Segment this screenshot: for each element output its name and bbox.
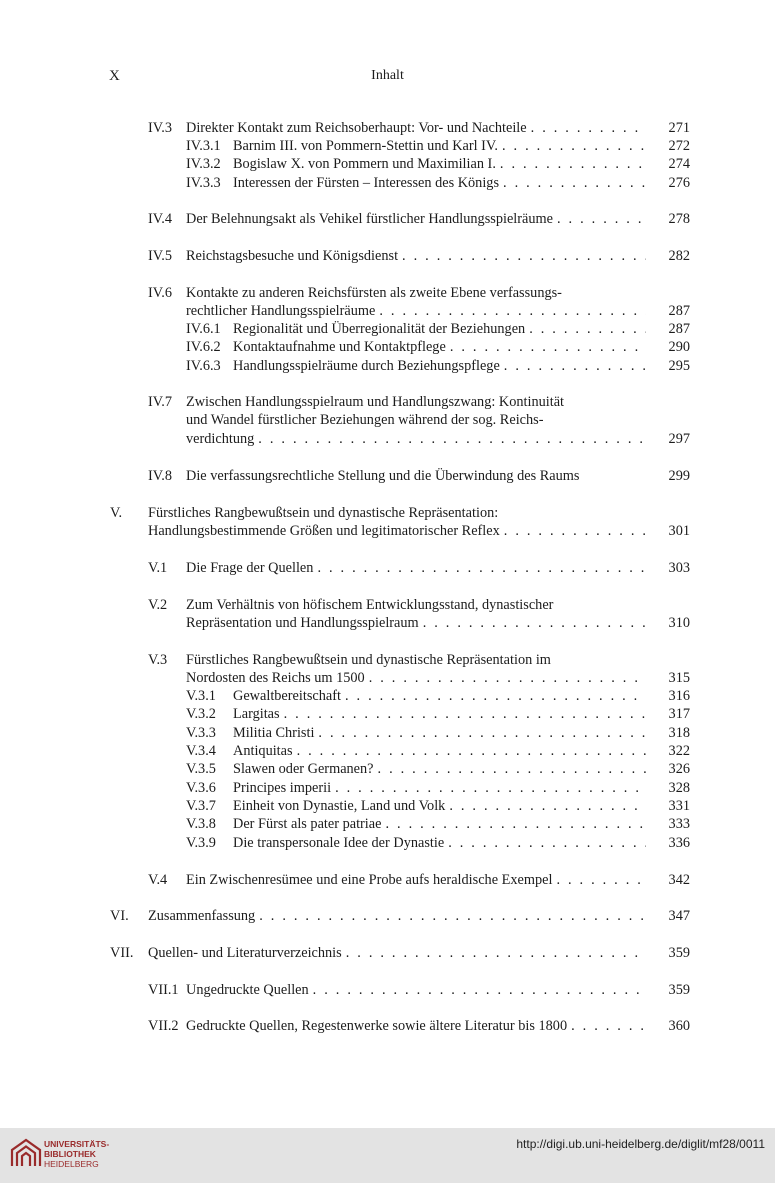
toc-number: IV.6.1	[186, 321, 221, 337]
toc-entry-continuation	[110, 522, 690, 540]
toc-title: Die transpersonale Idee der Dynastie	[233, 835, 445, 851]
leader-dots	[385, 815, 646, 833]
toc-title: Gedruckte Quellen, Regestenwerke sowie ältere Literatur bis 1800	[186, 1018, 568, 1034]
toc-entry	[148, 596, 690, 614]
toc-title: Interessen der Fürsten – Interessen des Königs	[233, 175, 500, 191]
toc-page: 316	[668, 688, 690, 704]
toc-page: 301	[668, 523, 690, 539]
leader-dots	[379, 302, 646, 320]
toc-page: 317	[668, 706, 690, 722]
toc-page: 333	[668, 816, 690, 832]
toc-page: 303	[668, 560, 690, 576]
toc-page: 359	[668, 982, 690, 998]
toc-title: Regionalität und Überregionalität der Beziehungen	[233, 321, 526, 337]
toc-entry	[110, 907, 690, 925]
leader-dots	[449, 797, 646, 815]
toc-entry	[148, 119, 690, 137]
toc-entry	[110, 504, 690, 522]
toc-title: Quellen- und Literaturverzeichnis	[148, 945, 342, 961]
leader-dots	[317, 559, 646, 577]
toc-entry	[186, 320, 690, 338]
leader-dots	[369, 669, 646, 687]
toc-entry-continuation	[148, 430, 690, 448]
toc-page: 347	[668, 908, 690, 924]
leader-dots	[378, 760, 646, 778]
toc-entry	[186, 760, 690, 778]
leader-dots	[529, 320, 646, 338]
leader-dots	[346, 944, 646, 962]
toc-number: IV.3.1	[186, 138, 221, 154]
toc-page: 295	[668, 358, 690, 374]
toc-title: Zum Verhältnis von höfischem Entwicklungsstand, dynastischer	[186, 597, 554, 613]
toc-number: V.3.1	[186, 688, 216, 704]
toc-number: V.3.4	[186, 743, 216, 759]
permalink-url[interactable]: http://digi.ub.uni-heidelberg.de/diglit/mf28/0011	[516, 1137, 765, 1151]
toc-page: 287	[668, 321, 690, 337]
toc-page: 326	[668, 761, 690, 777]
toc-entry	[148, 981, 690, 999]
toc-title: Gewaltbereitschaft	[233, 688, 341, 704]
leader-dots	[500, 155, 646, 173]
toc-number: V.3.2	[186, 706, 216, 722]
toc-page: 290	[668, 339, 690, 355]
toc-title: verdichtung	[186, 431, 255, 447]
leader-dots	[423, 614, 646, 632]
toc-entry	[148, 651, 690, 669]
leader-dots	[297, 742, 646, 760]
toc-number: IV.8	[148, 468, 172, 484]
library-logo-icon	[8, 1136, 44, 1172]
leader-dots	[571, 1017, 646, 1035]
toc-page: 274	[668, 156, 690, 172]
library-name: UNIVERSITÄTS- BIBLIOTHEK HEIDELBERG	[44, 1139, 110, 1169]
leader-dots	[335, 779, 646, 797]
toc-entry	[110, 944, 690, 962]
toc-entry	[148, 284, 690, 302]
toc-title: Fürstliches Rangbewußtsein und dynastische Repräsentation im	[186, 652, 551, 668]
toc-title: Fürstliches Rangbewußtsein und dynastische Repräsentation:	[148, 505, 499, 521]
toc-number: V.2	[148, 597, 168, 613]
leader-dots	[318, 724, 646, 742]
toc-title: Direkter Kontakt zum Reichsoberhaupt: Vor- und Nachteile	[186, 120, 527, 136]
toc-page: 287	[668, 303, 690, 319]
toc-page: 336	[668, 835, 690, 851]
toc-title: Handlungsspielräume durch Beziehungspflege	[233, 358, 500, 374]
toc-page: 360	[668, 1018, 690, 1034]
toc-entry	[186, 834, 690, 852]
leader-dots	[448, 834, 646, 852]
leader-dots	[450, 338, 646, 356]
leader-dots	[259, 907, 646, 925]
leader-dots	[402, 247, 646, 265]
toc-page: 342	[668, 872, 690, 888]
toc-page: 359	[668, 945, 690, 961]
running-title: Inhalt	[371, 68, 404, 83]
leader-dots	[258, 430, 646, 448]
toc-page: 282	[668, 248, 690, 264]
toc-title: Reichstagsbesuche und Königsdienst	[186, 248, 399, 264]
toc-title: rechtlicher Handlungsspielräume	[186, 303, 376, 319]
toc-entry	[186, 137, 690, 155]
toc-title: Principes imperii	[233, 780, 332, 796]
toc-entry	[148, 1017, 690, 1035]
toc-entry-continuation	[148, 302, 690, 320]
toc-page: 272	[668, 138, 690, 154]
toc-number: IV.3.2	[186, 156, 221, 172]
leader-dots	[504, 522, 646, 540]
toc-number: IV.5	[148, 248, 172, 264]
leader-dots	[502, 137, 646, 155]
toc-title: Repräsentation und Handlungsspielraum	[186, 615, 419, 631]
toc-page: 299	[668, 468, 690, 484]
toc-number: V.3.9	[186, 835, 216, 851]
toc-number: V.3.3	[186, 725, 216, 741]
toc-page: 328	[668, 780, 690, 796]
toc-title: Der Fürst als pater patriae	[233, 816, 382, 832]
leader-dots	[504, 357, 646, 375]
toc-entry	[148, 210, 690, 228]
toc-number: VI.	[110, 908, 129, 924]
toc-entry	[186, 705, 690, 723]
leader-dots	[503, 174, 646, 192]
toc-title: Handlungsbestimmende Größen und legitimatorischer Reflex	[148, 523, 500, 539]
toc-title: Ein Zwischenresümee und eine Probe aufs heraldische Exempel	[186, 872, 553, 888]
toc-page: 276	[668, 175, 690, 191]
toc-entry	[186, 815, 690, 833]
toc-title: Largitas	[233, 706, 280, 722]
leader-dots	[284, 705, 646, 723]
toc-title: Bogislaw X. von Pommern und Maximilian I.	[233, 156, 496, 172]
toc-entry	[186, 742, 690, 760]
toc-title: Zusammenfassung	[148, 908, 256, 924]
toc-title: Die Frage der Quellen	[186, 560, 314, 576]
toc-number: IV.6.2	[186, 339, 221, 355]
toc-page: 322	[668, 743, 690, 759]
toc-number: IV.7	[148, 394, 172, 410]
toc-page: 278	[668, 211, 690, 227]
toc-number: V.3.7	[186, 798, 216, 814]
toc-title: Slawen oder Germanen?	[233, 761, 374, 777]
toc-title: Zwischen Handlungsspielraum und Handlungszwang: Kontinuität	[186, 394, 565, 410]
leader-dots	[313, 981, 646, 999]
leader-dots	[531, 119, 646, 137]
toc-title: Kontaktaufnahme und Kontaktpflege	[233, 339, 446, 355]
toc-title: Ungedruckte Quellen	[186, 982, 309, 998]
toc-entry	[186, 155, 690, 173]
toc-number: IV.3	[148, 120, 172, 136]
toc-number: VII.2	[148, 1018, 179, 1034]
toc-entry	[148, 247, 690, 265]
leader-dots	[345, 687, 646, 705]
toc-entry	[186, 687, 690, 705]
toc-entry	[148, 467, 690, 485]
toc-number: V.3.6	[186, 780, 216, 796]
toc-number: V.3.8	[186, 816, 216, 832]
toc-page: 318	[668, 725, 690, 741]
toc-title: Antiquitas	[233, 743, 293, 759]
page-number: X	[109, 68, 120, 84]
toc-entry	[186, 357, 690, 375]
toc-page: 297	[668, 431, 690, 447]
toc-number: V.1	[148, 560, 168, 576]
toc-entry	[186, 797, 690, 815]
toc-number: IV.3.3	[186, 175, 221, 191]
toc-number: IV.6.3	[186, 358, 221, 374]
toc-entry	[186, 174, 690, 192]
toc-title: Die verfassungsrechtliche Stellung und die Überwindung des Raums	[186, 468, 580, 484]
toc-title: Der Belehnungsakt als Vehikel fürstlicher Handlungsspielräume	[186, 211, 553, 227]
toc-number: V.3	[148, 652, 168, 668]
toc-title: Militia Christi	[233, 725, 315, 741]
toc-number: VII.1	[148, 982, 179, 998]
toc-page: 310	[668, 615, 690, 631]
toc-entry	[186, 724, 690, 742]
leader-dots	[557, 210, 646, 228]
toc-number: V.3.5	[186, 761, 216, 777]
toc-page: 315	[668, 670, 690, 686]
toc-entry	[186, 779, 690, 797]
toc-title: Nordosten des Reichs um 1500	[186, 670, 365, 686]
toc-entry	[186, 338, 690, 356]
toc-entry-continuation	[148, 614, 690, 632]
toc-title: Kontakte zu anderen Reichsfürsten als zweite Ebene verfassungs-	[186, 285, 562, 301]
toc-entry	[148, 871, 690, 889]
toc-title: Barnim III. von Pommern-Stettin und Karl IV.	[233, 138, 498, 154]
toc-entry-continuation	[148, 669, 690, 687]
toc-title: und Wandel fürstlicher Beziehungen während der sog. Reichs-	[186, 412, 544, 428]
toc-number: V.	[110, 505, 123, 521]
toc-page: 331	[668, 798, 690, 814]
toc-number: IV.6	[148, 285, 172, 301]
toc-entry	[148, 559, 690, 577]
toc-number: IV.4	[148, 211, 172, 227]
toc-page: 271	[668, 120, 690, 136]
toc-entry-continuation	[148, 411, 690, 429]
toc-title: Einheit von Dynastie, Land und Volk	[233, 798, 446, 814]
leader-dots	[556, 871, 646, 889]
toc-number: VII.	[110, 945, 134, 961]
toc-entry	[148, 393, 690, 411]
toc-number: V.4	[148, 872, 168, 888]
